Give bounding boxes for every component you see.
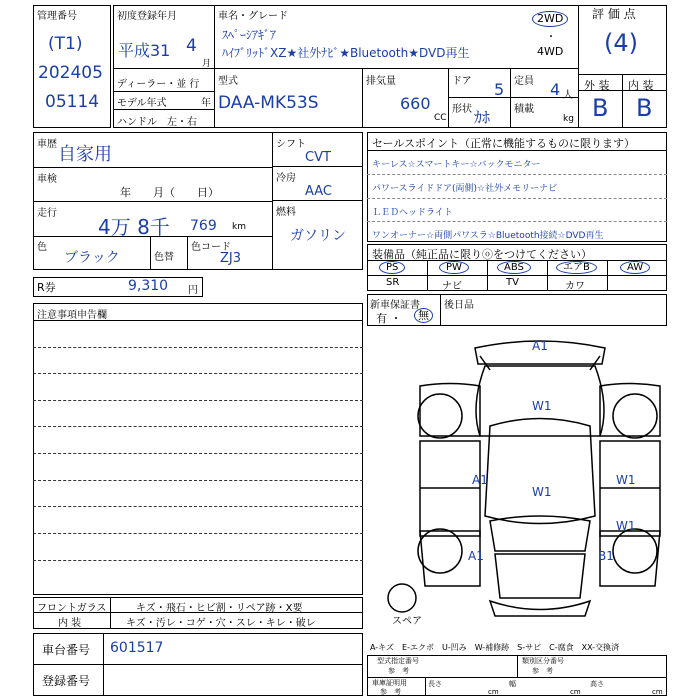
equip-tv: TV [506,277,519,288]
sales-point-4: ワンオーナー☆両側パワスラ☆Bluetooth接続☆DVD再生 [372,231,604,241]
soko-value: 4万 8千 [98,215,170,239]
nagasa-label: 長さ [428,680,442,688]
mark-left-front: A1 [468,549,484,563]
hosho-none: 無 [414,308,433,323]
hyoka-label: 評 価 点 [592,7,636,21]
equip-pw: PW [439,261,469,274]
teiin-unit: 人 [563,90,573,101]
equip-navi: ナビ [442,281,462,292]
hosho-label: 新車保証書 [370,300,420,311]
handle-label: ハンドル 左・右 [117,117,197,128]
front-glass-value: キズ・飛石・ヒビ割・リペア跡・X要 [136,603,303,614]
shadai-value: 601517 [110,640,164,656]
iro-label: 色 [37,242,47,253]
katashiki-label: 型式 [218,76,238,87]
shift-label: シフト [276,139,306,150]
shaken-label: 車検 [37,174,57,185]
shomei-label: 車庫証明用 [372,679,407,687]
color-code-value: ZJ3 [220,251,242,266]
mark-roof-center: W1 [532,485,552,499]
model-year-unit: 年 [201,98,211,109]
name-line2: ﾊｲﾌﾞﾘｯﾄﾞXZ★社外ﾅﾋﾞ★Bluetooth★DVD再生 [222,46,470,60]
nagasa-unit: cm [488,688,499,696]
hyoka-value: (4) [604,29,638,57]
takasa-unit: cm [652,688,663,696]
shareki-label: 車歴 [37,139,57,150]
ruibetsu-sanko: 参 考 [532,667,553,675]
drive-2wd: 2WD [532,11,568,27]
rken-unit: 円 [188,285,198,296]
notes-title: 注意事項申告欄 [37,310,107,321]
gaiso-value: B [592,94,609,122]
naiso-bottom-label: 内 装 [58,618,82,629]
rken-value: 9,310 [128,278,169,294]
equip-title: 装備品（純正品に限りⓞをつけてください） [372,248,592,261]
dealer-label: ディーラー・並 行 [117,79,200,90]
reibo-label: 冷房 [276,173,296,184]
toroku-label: 登録番号 [42,674,91,688]
gaiso-label: 外 装 [584,79,610,92]
shadai-label: 車台番号 [42,643,91,657]
soko-label: 走行 [37,208,57,219]
naiso-label-top: 内 装 [628,79,654,92]
damage-legend: A-キズ E-エクボ U-凹み W-補修跡 S-サビ C-腐食 XX-交換済 [370,643,620,652]
keijo-value: ｶﾎ [474,108,491,127]
irokae-label: 色替 [154,252,174,263]
katashiki-value: DAA-MK53S [218,93,319,113]
iro-value: ブラック [64,250,120,266]
shareki-value: 自家用 [58,144,112,165]
equip-leather: カワ [565,281,585,292]
mark-right-front: W1 [616,519,636,533]
month-value: 4 [186,36,197,56]
month-unit: 月 [202,59,212,69]
front-glass-label: フロントガラス [37,603,107,614]
kanri-line3: 05114 [45,92,100,112]
haba-unit: cm [570,688,581,696]
sales-point-2: パワースライドドア(両側)☆社外メモリーナビ [372,184,558,194]
hosho-yes: 有 ・ [376,312,402,325]
takasa-label: 高さ [590,680,604,688]
spare-label: スペア [392,616,422,626]
model-year-label: モデル年式 [117,98,167,109]
naiso-bottom-value: キズ・汚レ・コゲ・穴・スレ・キレ・破レ [126,618,316,629]
katashiki-shitei-label: 型式指定番号 [377,657,419,665]
kanri-label: 管理番号 [37,11,77,22]
sonobi-label: 後日品 [444,300,474,311]
door-value: 5 [494,80,505,99]
equip-aw: AW [620,261,650,274]
drive-dot: ・ [546,32,556,43]
katashiki-shitei-sanko: 参 考 [388,667,409,675]
naiso-value-top: B [636,94,653,122]
mark-rear-bumper: A1 [532,339,548,353]
haiki-value: 660 [400,94,431,113]
equip-abs: ABS [497,261,531,274]
nenryo-value: ガソリン [290,228,346,244]
mark-left-rear: A1 [472,473,488,487]
nenryo-label: 燃料 [276,207,296,218]
sales-point-3: ＬＥＤヘッドライト [372,208,453,218]
equip-ps: PS [379,261,405,274]
shift-value: CVT [305,150,331,165]
haiki-unit: CC [434,113,447,123]
shomei-sanko: 参 考 [380,688,401,696]
shaken-value: 年 月（ 日） [120,186,219,199]
drive-4wd: 4WD [537,45,564,58]
haba-label: 幅 [509,680,516,688]
mark-right-rear: W1 [616,473,636,487]
ruibetsu-label: 類別区分番号 [522,657,564,665]
kanri-line2: 202405 [38,63,103,83]
name-grade-label: 車名・グレード [218,11,288,22]
equip-airbag: エアB [556,261,597,274]
soko-sub: 769 [190,218,217,234]
kanri-line1: (T1) [48,34,83,54]
teiin-label: 定員 [514,76,534,87]
mark-roof-rear: W1 [532,399,552,413]
rken-label: R券 [37,281,56,294]
door-label: ドア [452,76,472,87]
sekisai-unit: kg [563,114,574,124]
haiki-label: 排気量 [366,76,396,87]
sekisai-label: 積載 [514,104,534,115]
name-line1: ｽﾍﾟｰｼｱｷﾞｱ [222,28,277,42]
rken-block [33,277,203,297]
era-year: 平成31 [118,41,171,60]
reibo-value: AAC [305,184,332,199]
keijo-label: 形状 [452,104,472,115]
color-code-label: 色コード [191,242,231,253]
car-diagram [380,326,670,626]
shonendo-label: 初度登録年月 [117,11,177,22]
equip-sr: SR [386,277,400,288]
soko-unit: km [232,222,246,232]
mark-right-fender: B1 [598,549,614,563]
sales-title: セールスポイント（正常に機能するものに限ります） [372,137,636,150]
sales-point-1: キーレス☆スマートキー☆バックモニター [372,160,541,170]
teiin-value: 4 [550,80,561,99]
